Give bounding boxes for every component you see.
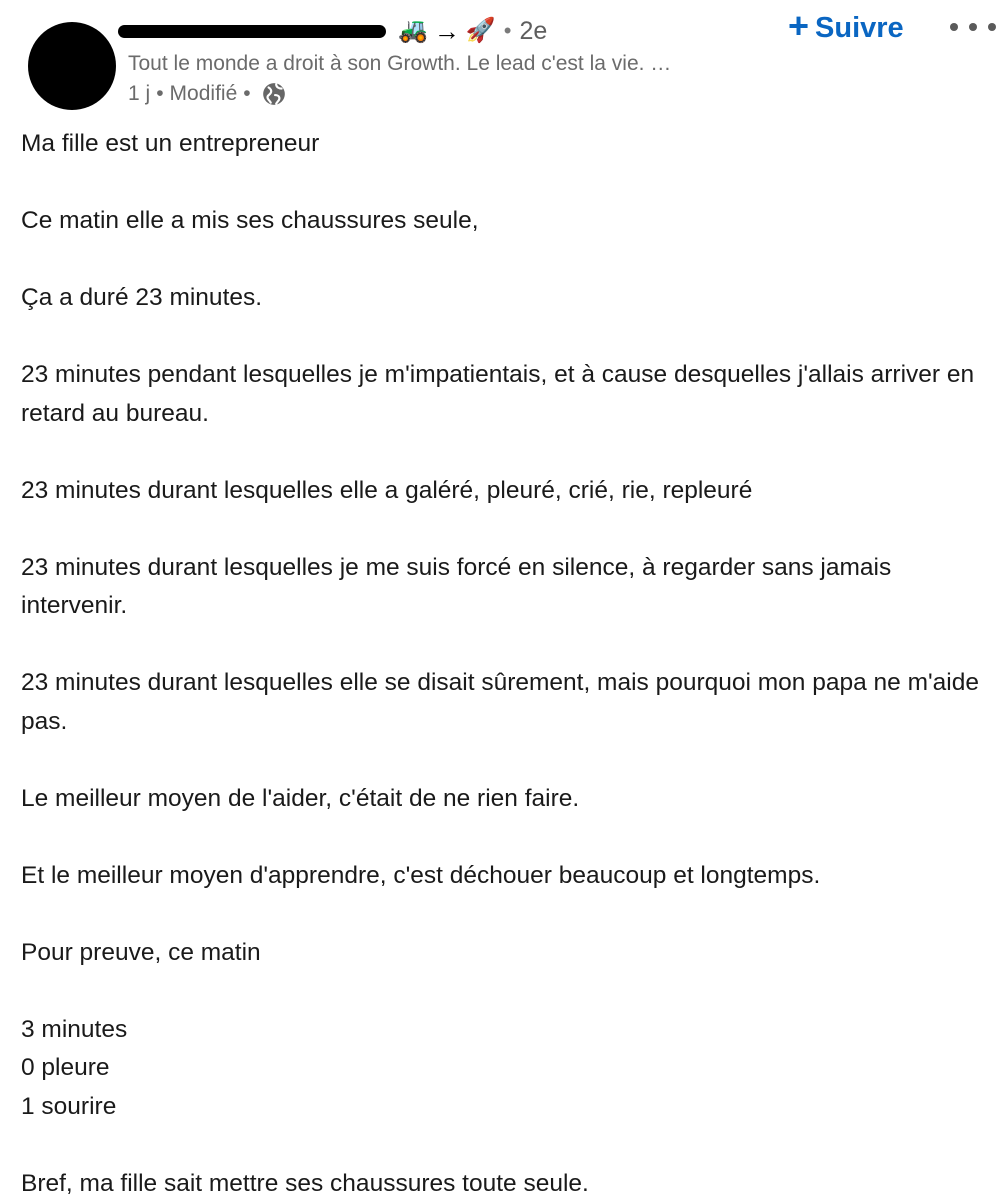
rocket-emoji: 🚀: [465, 17, 496, 44]
author-headline-emojis: [398, 14, 547, 48]
paragraph-gap: [21, 895, 996, 934]
edited-label: Modifié: [169, 82, 238, 105]
paragraph-gap: [21, 241, 996, 280]
more-dot: [969, 23, 977, 31]
follow-button[interactable]: [788, 5, 904, 48]
post-paragraph: Bref, ma fille sait mettre ses chaussures toute seule.: [21, 1169, 589, 1197]
post-paragraph: 23 minutes durant lesquelles elle a galéré, pleuré, crié, rie, repleuré: [21, 476, 753, 504]
paragraph-gap: [21, 510, 996, 549]
connection-degree: 2e: [519, 16, 548, 45]
separator-dot: •: [243, 82, 251, 105]
post-body: [21, 125, 996, 1200]
post-paragraph: 23 minutes durant lesquelles elle se disait sûrement, mais pourquoi mon papa ne m'aide pas.: [21, 669, 986, 735]
author-name-redacted[interactable]: [118, 25, 386, 38]
paragraph-gap: [21, 818, 996, 857]
paragraph-gap: [21, 433, 996, 472]
arrow-icon: →: [433, 16, 460, 46]
plus-icon: +: [788, 5, 810, 46]
post-paragraph: Le meilleur moyen de l'aider, c'était de ne rien faire.: [21, 784, 580, 812]
globe-icon: [261, 81, 287, 107]
paragraph-gap: [21, 972, 996, 1011]
author-tagline: Tout le monde a droit à son Growth. Le lead c'est la vie. …: [128, 52, 672, 75]
more-options-icon[interactable]: [950, 14, 996, 40]
more-dot: [950, 23, 958, 31]
post-paragraph: 23 minutes pendant lesquelles je m'impatientais, et à cause desquelles j'allais arriver en retard au bureau.: [21, 361, 981, 427]
follow-label: Suivre: [815, 11, 904, 44]
tractor-emoji: 🚜: [398, 17, 428, 44]
paragraph-gap: [21, 626, 996, 665]
paragraph-gap: [21, 741, 996, 780]
post-paragraph: Pour preuve, ce matin: [21, 938, 261, 966]
paragraph-gap: [21, 1126, 996, 1165]
post-paragraph: Ce matin elle a mis ses chaussures seule,: [21, 207, 479, 234]
separator-dot: •: [156, 82, 164, 105]
post-paragraph: Ça a duré 23 minutes.: [21, 284, 263, 311]
paragraph-gap: [21, 318, 996, 357]
post-meta: [128, 80, 287, 108]
post-paragraph: Ma fille est un entrepreneur: [21, 130, 320, 157]
avatar[interactable]: [28, 22, 116, 110]
paragraph-gap: [21, 164, 996, 203]
post-paragraph: 3 minutes 0 pleure 1 sourire: [21, 1015, 128, 1120]
post-time: 1 j: [128, 82, 151, 105]
post-paragraph: Et le meilleur moyen d'apprendre, c'est déchouer beaucoup et longtemps.: [21, 861, 821, 889]
more-dot: [988, 23, 996, 31]
post-paragraph: 23 minutes durant lesquelles je me suis forcé en silence, à regarder sans jamais intervenir.: [21, 553, 899, 619]
separator-dot: •: [503, 18, 512, 43]
